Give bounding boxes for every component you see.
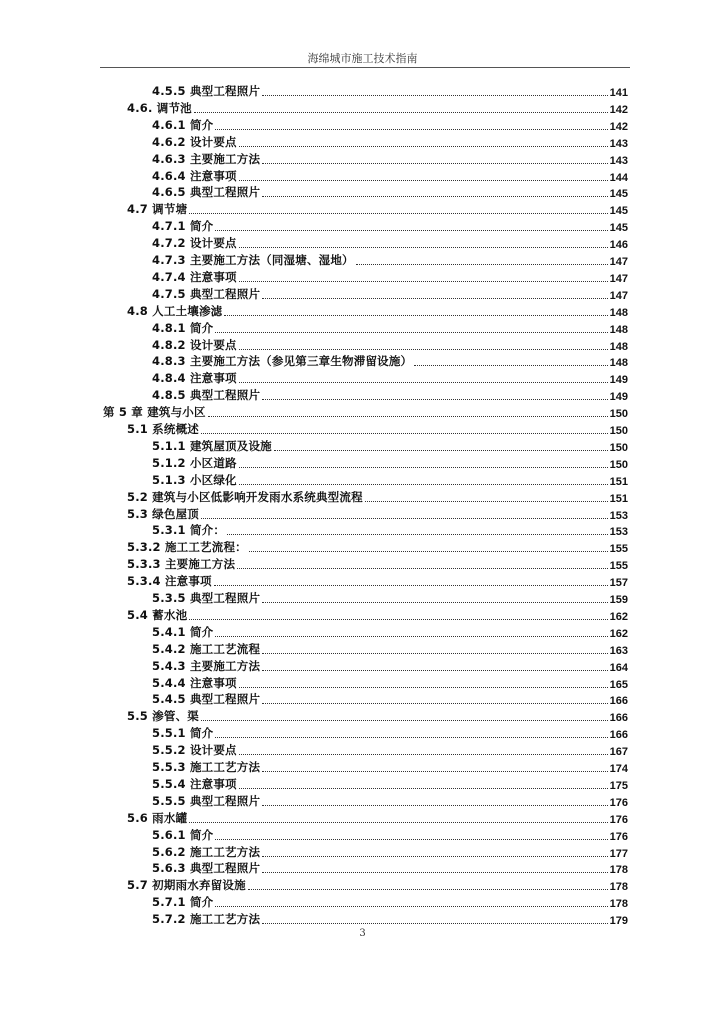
- toc-entry-page: 176: [609, 813, 628, 826]
- toc-entry[interactable]: [152, 134, 628, 150]
- dot-leader: [224, 314, 607, 316]
- toc-entry-page: 141: [609, 87, 628, 99]
- toc-entry[interactable]: [152, 844, 628, 860]
- dot-leader: [239, 280, 608, 282]
- dot-leader: [365, 500, 608, 502]
- toc-entry-label: 5.1 系统概述: [127, 422, 199, 436]
- toc-entry-label: 第 5 章 建筑与小区: [103, 405, 206, 420]
- toc-entry-label: 4.6.5 典型工程照片: [152, 185, 261, 200]
- toc-entry-page: 149: [609, 374, 628, 387]
- toc-entry-label: 5.3.5 典型工程照片: [152, 591, 261, 605]
- toc-entry-page: 142: [609, 103, 628, 116]
- dot-leader: [262, 855, 607, 857]
- toc-entry-page: 157: [609, 577, 628, 590]
- toc-entry-page: 148: [609, 306, 628, 319]
- toc-entry-label: 5.4 蓄水池: [127, 607, 188, 622]
- toc-entry-page: 178: [609, 881, 628, 894]
- toc-entry-label: 4.7.4 注意事项: [152, 269, 237, 284]
- dot-leader: [414, 364, 607, 366]
- toc-entry-page: 142: [609, 120, 628, 133]
- toc-entry[interactable]: [127, 421, 628, 437]
- toc-entry-page: 147: [609, 289, 628, 302]
- toc-entry[interactable]: [152, 590, 628, 606]
- toc-entry-label: 5.7 初期雨水弃留设施: [127, 878, 246, 893]
- toc-entry[interactable]: [152, 624, 628, 640]
- toc-entry-page: 162: [609, 627, 628, 640]
- toc-entry-label: 4.7.3 主要施工方法（同湿塘、湿地）: [152, 253, 354, 267]
- dot-leader: [262, 702, 607, 704]
- toc-entry-label: 5.4.1 简介: [152, 624, 214, 639]
- toc-entry-label: 5.5 渗管、渠: [127, 709, 199, 724]
- toc-entry[interactable]: [152, 641, 628, 657]
- toc-entry-label: 5.5.1 简介: [152, 726, 214, 741]
- dot-leader: [262, 669, 607, 671]
- toc-entry[interactable]: [152, 117, 628, 133]
- toc-entry-page: 163: [609, 644, 628, 657]
- toc-entry-label: 5.4.3 主要施工方法: [152, 658, 261, 673]
- dot-leader: [215, 905, 607, 907]
- toc-entry-label: 5.6.2 施工工艺方法: [152, 844, 261, 859]
- dot-leader: [189, 821, 607, 823]
- toc-entry[interactable]: [152, 658, 628, 674]
- toc-entry-page: 145: [609, 188, 628, 201]
- toc-entry-page: 143: [609, 137, 628, 150]
- dot-leader: [215, 229, 607, 231]
- toc-entry-page: 153: [609, 509, 628, 522]
- toc-entry-page: 145: [609, 205, 628, 218]
- toc-entry-page: 175: [609, 779, 628, 792]
- toc-entry-page: 159: [609, 594, 628, 606]
- toc-entry[interactable]: [127, 556, 628, 572]
- toc-entry-label: 5.3 绿色屋顶: [127, 506, 199, 521]
- toc-entry[interactable]: [127, 877, 628, 893]
- toc-entry[interactable]: [152, 320, 628, 336]
- toc-entry-label: 5.6.3 典型工程照片: [152, 861, 261, 876]
- toc-entry-page: 150: [609, 408, 628, 421]
- toc-entry[interactable]: [152, 725, 628, 741]
- toc-entry-page: 150: [609, 425, 628, 437]
- toc-entry-label: 4.5.5 典型工程照片: [152, 84, 261, 98]
- toc-entry-label: 5.1.3 小区绿化: [152, 472, 237, 487]
- toc-entry[interactable]: [152, 759, 628, 775]
- toc-entry[interactable]: [152, 168, 628, 184]
- toc-entry-label: 5.1.2 小区道路: [152, 455, 237, 470]
- dot-leader: [189, 212, 607, 214]
- toc-entry[interactable]: [152, 337, 628, 353]
- toc-entry[interactable]: [152, 387, 628, 403]
- toc-entry-page: 149: [609, 391, 628, 404]
- dot-leader: [356, 263, 608, 265]
- toc-entry[interactable]: [103, 404, 628, 420]
- toc-entry-label: 4.6.3 主要施工方法: [152, 151, 261, 166]
- toc-entry-page: 164: [609, 661, 628, 674]
- dot-leader: [215, 331, 607, 333]
- dot-leader: [201, 517, 608, 519]
- toc-entry[interactable]: [152, 776, 628, 792]
- toc-entry[interactable]: [152, 793, 628, 809]
- dot-leader: [215, 128, 607, 130]
- dot-leader: [239, 787, 608, 789]
- toc-entry-page: 178: [609, 898, 628, 911]
- toc-entry-page: 151: [609, 492, 628, 505]
- toc-entry[interactable]: [152, 894, 628, 910]
- dot-leader: [189, 618, 607, 620]
- dot-leader: [239, 145, 608, 147]
- toc-entry-page: 148: [609, 340, 628, 353]
- toc-entry[interactable]: [152, 691, 628, 707]
- toc-entry[interactable]: [152, 184, 628, 200]
- toc-entry-label: 4.8.5 典型工程照片: [152, 388, 261, 403]
- toc-entry-page: 148: [609, 357, 628, 370]
- toc-entry-label: 5.6 雨水罐: [127, 810, 188, 825]
- dot-leader: [239, 348, 608, 350]
- toc-entry-page: 147: [609, 256, 628, 268]
- dot-leader: [215, 838, 607, 840]
- toc-entry[interactable]: [152, 522, 628, 538]
- toc-entry-page: 153: [609, 526, 628, 539]
- toc-entry-label: 4.8.3 主要施工方法（参见第三章生物滞留设施）: [152, 354, 413, 369]
- toc-entry-label: 5.4.2 施工工艺流程: [152, 641, 261, 656]
- dot-leader: [262, 195, 607, 197]
- toc-entry-label: 5.3.4 注意事项: [127, 574, 212, 589]
- toc-entry[interactable]: [127, 810, 628, 826]
- toc-entry-page: 166: [609, 712, 628, 725]
- toc-entry-page: 150: [609, 458, 628, 471]
- toc-entry[interactable]: [152, 675, 628, 691]
- toc-entry-label: 5.4.5 典型工程照片: [152, 692, 261, 707]
- toc-entry[interactable]: [127, 573, 628, 589]
- page-number: 3: [359, 928, 366, 939]
- toc-entry-label: 5.5.4 注意事项: [152, 776, 237, 791]
- toc-entry-label: 5.6.1 简介: [152, 827, 214, 842]
- toc-entry[interactable]: [152, 83, 628, 99]
- toc-entry-label: 4.6.2 设计要点: [152, 134, 237, 149]
- toc-entry-page: 174: [609, 763, 628, 775]
- toc-entry[interactable]: [127, 303, 628, 319]
- toc-entry-label: 4.8.4 注意事项: [152, 371, 237, 386]
- dot-leader: [215, 635, 607, 637]
- toc-entry-label: 4.6. 调节池: [127, 100, 192, 115]
- toc-entry-page: 176: [609, 830, 628, 843]
- toc-entry-label: 5.4.4 注意事项: [152, 675, 237, 690]
- toc-entry-label: 5.7.2 施工工艺方法: [152, 912, 261, 927]
- dot-leader: [215, 736, 607, 738]
- toc-entry-label: 5.1.1 建筑屋顶及设施: [152, 438, 272, 453]
- toc-entry-page: 151: [609, 475, 628, 488]
- toc-entry[interactable]: [152, 911, 628, 927]
- dot-leader: [248, 888, 608, 890]
- toc-entry-page: 144: [609, 171, 628, 184]
- toc-entry[interactable]: [127, 489, 628, 505]
- dot-leader: [274, 449, 608, 451]
- dot-leader: [194, 111, 608, 113]
- header-rule: [100, 67, 630, 68]
- dot-leader: [201, 719, 608, 721]
- toc-entry[interactable]: [152, 827, 628, 843]
- toc-entry-label: 4.6.4 注意事项: [152, 168, 237, 183]
- toc-entry-page: 148: [609, 323, 628, 336]
- toc-entry[interactable]: [152, 252, 628, 268]
- toc-entry[interactable]: [152, 455, 628, 471]
- dot-leader: [239, 753, 608, 755]
- toc-entry[interactable]: [152, 438, 628, 454]
- toc-entry[interactable]: [152, 218, 628, 234]
- dot-leader: [237, 567, 607, 569]
- dot-leader: [262, 770, 607, 772]
- toc-entry-page: 167: [609, 746, 628, 759]
- dot-leader: [239, 686, 608, 688]
- toc-entry-page: 165: [609, 678, 628, 691]
- toc-entry-page: 145: [609, 222, 628, 235]
- dot-leader: [262, 601, 607, 603]
- toc-entry-page: 150: [609, 441, 628, 454]
- toc-entry-page: 178: [609, 864, 628, 877]
- toc-entry-label: 5.7.1 简介: [152, 895, 214, 910]
- toc-entry[interactable]: [152, 370, 628, 386]
- toc-entry[interactable]: [152, 151, 628, 167]
- toc-entry-label: 5.5.5 典型工程照片: [152, 793, 261, 808]
- toc-entry-label: 5.3.1 简介：: [152, 523, 226, 538]
- toc-entry-label: 4.7.5 典型工程照片: [152, 286, 261, 301]
- toc-entry-label: 4.8.1 简介: [152, 320, 214, 335]
- toc-entry-page: 146: [609, 239, 628, 252]
- toc-entry-label: 4.7 调节塘: [127, 202, 188, 217]
- toc-entry[interactable]: [152, 742, 628, 758]
- toc-entry[interactable]: [127, 506, 628, 522]
- toc-entry-label: 5.3.2 施工工艺流程：: [127, 540, 247, 555]
- toc-entry-page: 166: [609, 729, 628, 742]
- toc-entry-label: 4.7.1 简介: [152, 219, 214, 234]
- dot-leader: [239, 381, 608, 383]
- dot-leader: [208, 415, 608, 417]
- toc-entry[interactable]: [127, 539, 628, 555]
- dot-leader: [262, 297, 607, 299]
- toc-entry-page: 143: [609, 154, 628, 167]
- dot-leader: [262, 94, 607, 96]
- dot-leader: [201, 432, 608, 434]
- toc-entry[interactable]: [152, 286, 628, 302]
- toc-entry-label: 5.3.3 主要施工方法: [127, 557, 236, 572]
- toc-entry-page: 162: [609, 610, 628, 623]
- dot-leader: [239, 483, 608, 485]
- toc-entry-label: 5.5.3 施工工艺方法: [152, 760, 261, 774]
- dot-leader: [214, 584, 608, 586]
- toc-entry[interactable]: [127, 708, 628, 724]
- toc-entry-page: 155: [609, 560, 628, 573]
- dot-leader: [249, 550, 608, 552]
- dot-leader: [239, 246, 608, 248]
- toc-entry[interactable]: [127, 100, 628, 116]
- dot-leader: [262, 652, 607, 654]
- toc-entry[interactable]: [152, 353, 628, 369]
- dot-leader: [262, 398, 607, 400]
- toc-entry-page: 147: [609, 272, 628, 285]
- dot-leader: [239, 179, 608, 181]
- dot-leader: [262, 804, 607, 806]
- toc-entry[interactable]: [152, 860, 628, 876]
- toc-entry-label: 4.8 人工土壤渗滤: [127, 303, 223, 318]
- toc-entry[interactable]: [127, 607, 628, 623]
- toc-entry-page: 177: [609, 847, 628, 860]
- toc-entry-label: 5.2 建筑与小区低影响开发雨水系统典型流程: [127, 489, 363, 504]
- toc-entry[interactable]: [152, 235, 628, 251]
- toc-entry[interactable]: [152, 472, 628, 488]
- toc-entry-label: 4.7.2 设计要点: [152, 236, 237, 251]
- dot-leader: [262, 922, 607, 924]
- dot-leader: [227, 533, 608, 535]
- toc-entry-label: 4.6.1 简介: [152, 117, 214, 132]
- toc-entry-page: 155: [609, 543, 628, 556]
- toc-entry-page: 176: [609, 796, 628, 809]
- running-header: 海绵城市施工技术指南: [307, 52, 418, 65]
- toc-entry[interactable]: [152, 269, 628, 285]
- toc-entry[interactable]: [127, 201, 628, 217]
- toc-entry-label: 4.8.2 设计要点: [152, 337, 237, 352]
- toc-entry-label: 5.5.2 设计要点: [152, 743, 237, 758]
- toc-entry-page: 166: [609, 695, 628, 708]
- dot-leader: [239, 466, 608, 468]
- dot-leader: [262, 871, 607, 873]
- dot-leader: [262, 162, 607, 164]
- toc-entry-page: 179: [609, 915, 628, 928]
